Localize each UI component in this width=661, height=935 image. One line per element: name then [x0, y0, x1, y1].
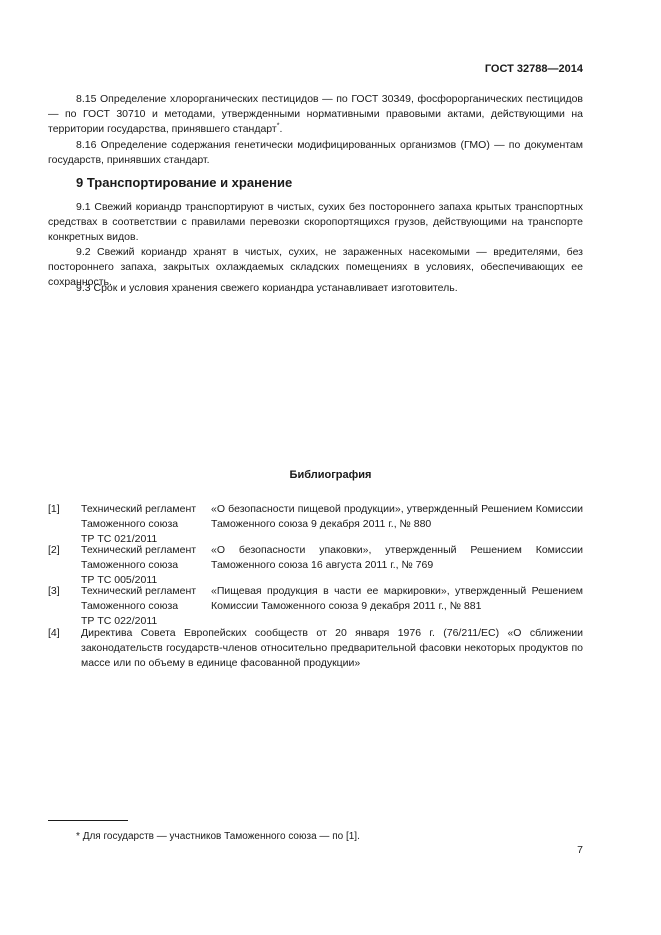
- source-line: Технический регламент: [81, 544, 197, 556]
- source-line: Технический регламент: [81, 585, 197, 597]
- bibliography-description: Директива Совета Европейских сообществ от 20 января 1976 г. (76/211/ЕС) «О сближении законодательств государств-членов относительно предварительной фасовки некоторых продуктов по массе или по объему в единице фасованной продукции»: [81, 627, 583, 669]
- bibliography-item: [48, 543, 583, 588]
- page-number: 7: [577, 844, 583, 856]
- bibliography-description: «О безопасности пищевой продукции», утвержденный Решением Комиссии Таможенного союза 9 декабря 2011 г., № 880: [211, 503, 583, 530]
- source-line: ТР ТС 021/2011: [81, 533, 158, 545]
- source-line: Таможенного союза: [81, 559, 179, 571]
- bibliography-number: [3]: [48, 585, 60, 597]
- source-line: Таможенного союза: [81, 518, 179, 530]
- bibliography-source: [81, 543, 211, 588]
- bibliography-title: Библиография: [289, 469, 372, 481]
- bibliography-number: [2]: [48, 544, 60, 556]
- source-line: Технический регламент: [81, 503, 197, 515]
- paragraph-9-1: [48, 200, 583, 245]
- bibliography-description: «О безопасности упаковки», утвержденный Решением Комиссии Таможенного союза 16 августа 2011 г., № 769: [211, 544, 583, 571]
- bibliography-description: «Пищевая продукция в части ее маркировки», утвержденный Решением Комиссии Таможенного союза 9 декабря 2011 г., № 881: [211, 585, 583, 612]
- paragraph-8-15: [48, 92, 583, 137]
- source-line: ТР ТС 022/2011: [81, 615, 158, 627]
- bibliography-number: [4]: [48, 627, 60, 639]
- paragraph-8-15-text: 8.15 Определение хлорорганических пестицидов — по ГОСТ 30349, фосфорорганических пестицидов — по ГОСТ 30710 и методами, утвержденными нормативными правовыми актами, действующими на территории государства, принявшего стандарт: [48, 93, 583, 135]
- document-code: ГОСТ 32788—2014: [484, 63, 583, 75]
- bibliography-item: [48, 502, 583, 547]
- footnote-text: Для государств — участников Таможенного союза — по [1].: [82, 831, 360, 842]
- footnote: [76, 829, 360, 844]
- footnote-divider: [48, 820, 128, 821]
- section-9-title: 9 Транспортирование и хранение: [76, 175, 293, 190]
- paragraph-8-16: [48, 138, 583, 168]
- paragraph-9-3-text: 9.3 Срок и условия хранения свежего кориандра устанавливает изготовитель.: [76, 282, 458, 294]
- source-line: ТР ТС 005/2011: [81, 574, 158, 586]
- footnote-mark: *: [76, 831, 80, 842]
- paragraph-9-2-text: 9.2 Свежий кориандр хранят в чистых, сухих, не зараженных насекомыми — вредителями, без постороннего запаха, закрытых охлаждаемых складских помещениях в условиях, обеспечивающих ее сохранность.: [48, 246, 583, 288]
- source-line: Таможенного союза: [81, 600, 179, 612]
- paragraph-9-1-text: 9.1 Свежий кориандр транспортируют в чистых, сухих без постороннего запаха крытых транспортных средствах в соответствии с правилами перевозки скоропортящихся грузов, действующими на транспорте конкретных видов.: [48, 201, 583, 243]
- bibliography-item: [48, 584, 583, 629]
- footnote-reference: *: [276, 122, 280, 130]
- bibliography-source: [81, 502, 211, 547]
- bibliography-source: [81, 584, 211, 629]
- paragraph-9-3: [48, 281, 583, 296]
- bibliography-item: [48, 626, 583, 671]
- paragraph-8-15-end: .: [279, 123, 283, 135]
- bibliography-number: [1]: [48, 503, 60, 515]
- paragraph-8-16-text: 8.16 Определение содержания генетически модифицированных организмов (ГМО) — по документам государств, принявших стандарт.: [48, 139, 583, 166]
